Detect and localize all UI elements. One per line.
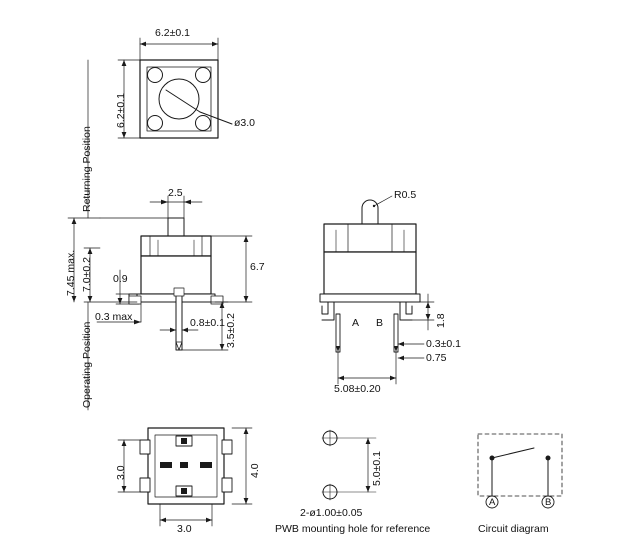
- side-view-terminal-thickness-dim: 0.3±0.1: [426, 338, 461, 350]
- circuit-terminal-b-label: B: [545, 497, 552, 508]
- side-view-terminal-a-label: A: [352, 317, 360, 329]
- front-view-total-height-dim: 6.7: [250, 261, 265, 273]
- returning-position-label: Returning Position: [81, 126, 93, 212]
- side-view-terminal-b-label: B: [376, 317, 384, 329]
- bottom-view-geometry: [140, 428, 232, 504]
- front-view-stem-dim: 2.5: [168, 187, 183, 199]
- front-view-lead-width-dim: 0.8±0.1: [190, 317, 225, 329]
- bottom-view-depth-dim: 4.0: [249, 463, 261, 478]
- bottom-view-height-dim: 3.0: [115, 465, 127, 480]
- front-view-body-height-dim: 7.0±0.2: [81, 257, 93, 292]
- pwb-caption: PWB mounting hole for reference: [275, 523, 431, 535]
- top-view-height-dim: 6.2±0.1: [115, 93, 127, 128]
- front-view-lead-length-dim: 3.5±0.2: [225, 313, 237, 348]
- side-view-terminal-height-dim: 1.8: [435, 313, 447, 328]
- side-view-geometry: [320, 196, 420, 352]
- side-view-radius-dim: R0.5: [394, 189, 417, 201]
- side-view-pitch-dim: 5.08±0.20: [334, 383, 381, 395]
- operating-position-label: Operating Position: [81, 321, 93, 408]
- top-view-hole-dim: ø3.0: [234, 117, 256, 129]
- circuit-caption: Circuit diagram: [478, 523, 549, 535]
- top-view-geometry: [140, 60, 232, 138]
- pwb-pitch-dim: 5.0±0.1: [371, 451, 383, 486]
- pwb-view-geometry: [322, 430, 376, 500]
- front-view-max-height-dim: 7.45 max.: [65, 249, 77, 296]
- side-view-dimensions: [338, 294, 434, 384]
- front-view-lead-height-dim: 0.9: [113, 273, 128, 285]
- top-view-width-dim: 6.2±0.1: [155, 27, 190, 39]
- front-view-lead-gap-dim: 0.3 max: [95, 311, 133, 323]
- bottom-view-width-dim: 3.0: [177, 523, 192, 535]
- circuit-terminal-a-label: A: [489, 497, 496, 508]
- side-view-terminal-width-dim: 0.75: [426, 352, 447, 364]
- pwb-hole-dim: 2-ø1.00±0.05: [300, 507, 363, 519]
